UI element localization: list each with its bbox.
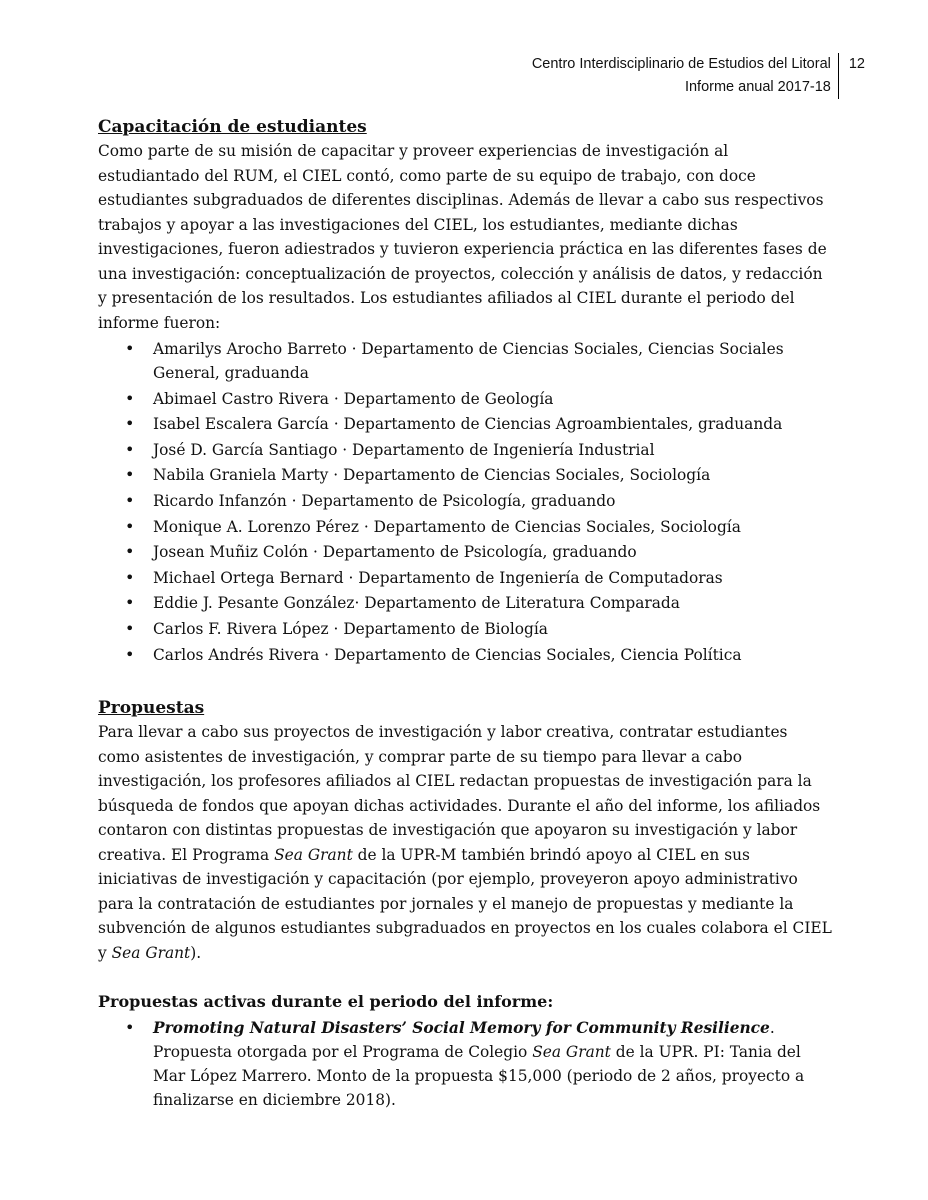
proposals-list bbox=[98, 1016, 833, 1112]
spacer bbox=[98, 965, 833, 990]
sea-grant-italic: Sea Grant bbox=[274, 845, 353, 864]
capacitacion-paragraph: Como parte de su misión de capacitar y proveer experiencias de investigación al estudiantado del RUM, el CIEL contó, como parte de su equipo de trabajo, con doce estudiantes subgraduados de diferentes disciplinas. Además de llevar a cabo sus respectivos trabajos y apoyar a las investigaciones del CIEL, los estudiantes, mediante dichas investigaciones, fueron adiestrados y tuvieron experiencia práctica en las diferentes fases de una investigación: conceptualización de proyectos, colección y análisis de datos, y redacción y presentación de los resultados. Los estudiantes afiliados al CIEL durante el periodo del informe fueron: bbox=[98, 142, 827, 332]
list-item: • Monique A. Lorenzo Pérez · Departamento de Ciencias Sociales, Sociología bbox=[98, 515, 833, 539]
sea-grant-italic: Sea Grant bbox=[532, 1043, 611, 1062]
proposal-text-a: . Propuesta otorgada por el Programa de Colegio bbox=[153, 1019, 775, 1062]
list-item: • Abimael Castro Rivera · Departamento de Geología bbox=[98, 387, 833, 411]
list-item bbox=[98, 1016, 833, 1112]
sea-grant-italic: Sea Grant bbox=[111, 943, 191, 962]
header-institution: Centro Interdisciplinario de Estudios del Litoral bbox=[531, 56, 831, 72]
list-item: • Ricardo Infanzón · Departamento de Psicología, graduando bbox=[98, 489, 833, 513]
header-report-title: Informe anual 2017-18 bbox=[684, 79, 831, 95]
spacer bbox=[98, 668, 833, 696]
list-item: • Carlos Andrés Rivera · Departamento de Ciencias Sociales, Ciencia Política bbox=[98, 643, 833, 667]
proposal-title: Promoting Natural Disasters’ Social Memory for Community Resilience bbox=[153, 1019, 770, 1038]
students-list bbox=[98, 337, 833, 667]
list-item: • Josean Muñiz Colón · Departamento de Psicología, graduando bbox=[98, 540, 833, 564]
section-title-capacitacion: Capacitación de estudiantes bbox=[98, 117, 367, 137]
section-title-propuestas-activas: Propuestas activas durante el periodo del informe: bbox=[98, 992, 554, 1012]
proposal-text-b: de la UPR. PI: Tania del Mar López Marrero. Monto de la propuesta $15,000 (periodo de 2 años, proyecto a finalizarse en diciembre 2018). bbox=[153, 1043, 805, 1110]
list-item: • Isabel Escalera García · Departamento de Ciencias Agroambientales, graduanda bbox=[98, 412, 833, 436]
propuestas-text-b: de la UPR-M también brindó apoyo al CIEL en sus iniciativas de investigación y capacitación (por ejemplo, proveyeron apoyo administrativo para la contratación de estudiantes por jornales y el manejo de propuestas y mediante la subvención de algunos estudiantes subgraduados en proyectos en los cuales colabora el CIEL y bbox=[98, 845, 832, 962]
header-text bbox=[532, 53, 839, 99]
list-item: • Amarilys Arocho Barreto · Departamento de Ciencias Sociales, Ciencias Sociales General, graduanda bbox=[98, 337, 833, 385]
list-item: • Carlos F. Rivera López · Departamento de Biología bbox=[98, 617, 833, 641]
list-item: • José D. García Santiago · Departamento de Ingeniería Industrial bbox=[98, 438, 833, 462]
list-item: • Eddie J. Pesante González· Departamento de Literatura Comparada bbox=[98, 591, 833, 615]
propuestas-paragraph bbox=[98, 720, 833, 965]
propuestas-text-c: ). bbox=[190, 943, 202, 962]
page-number: 12 bbox=[848, 56, 865, 72]
propuestas-text-a: Para llevar a cabo sus proyectos de investigación y labor creativa, contratar estudiantes como asistentes de investigación, y comprar parte de su tiempo para llevar a cabo investigación, los profesores afiliados al CIEL redactan propuestas de investigación para la búsqueda de fondos que apoyan dichas actividades. Durante el año del informe, los afiliados contaron con distintas propuestas de investigación que apoyaron su investigación y labor creativa. El Programa bbox=[98, 723, 821, 864]
page-content bbox=[98, 115, 833, 1114]
page-header bbox=[532, 53, 865, 99]
list-item: • Michael Ortega Bernard · Departamento de Ingeniería de Computadoras bbox=[98, 566, 833, 590]
section-title-propuestas: Propuestas bbox=[98, 698, 205, 719]
list-item: • Nabila Graniela Marty · Departamento de Ciencias Sociales, Sociología bbox=[98, 463, 833, 487]
